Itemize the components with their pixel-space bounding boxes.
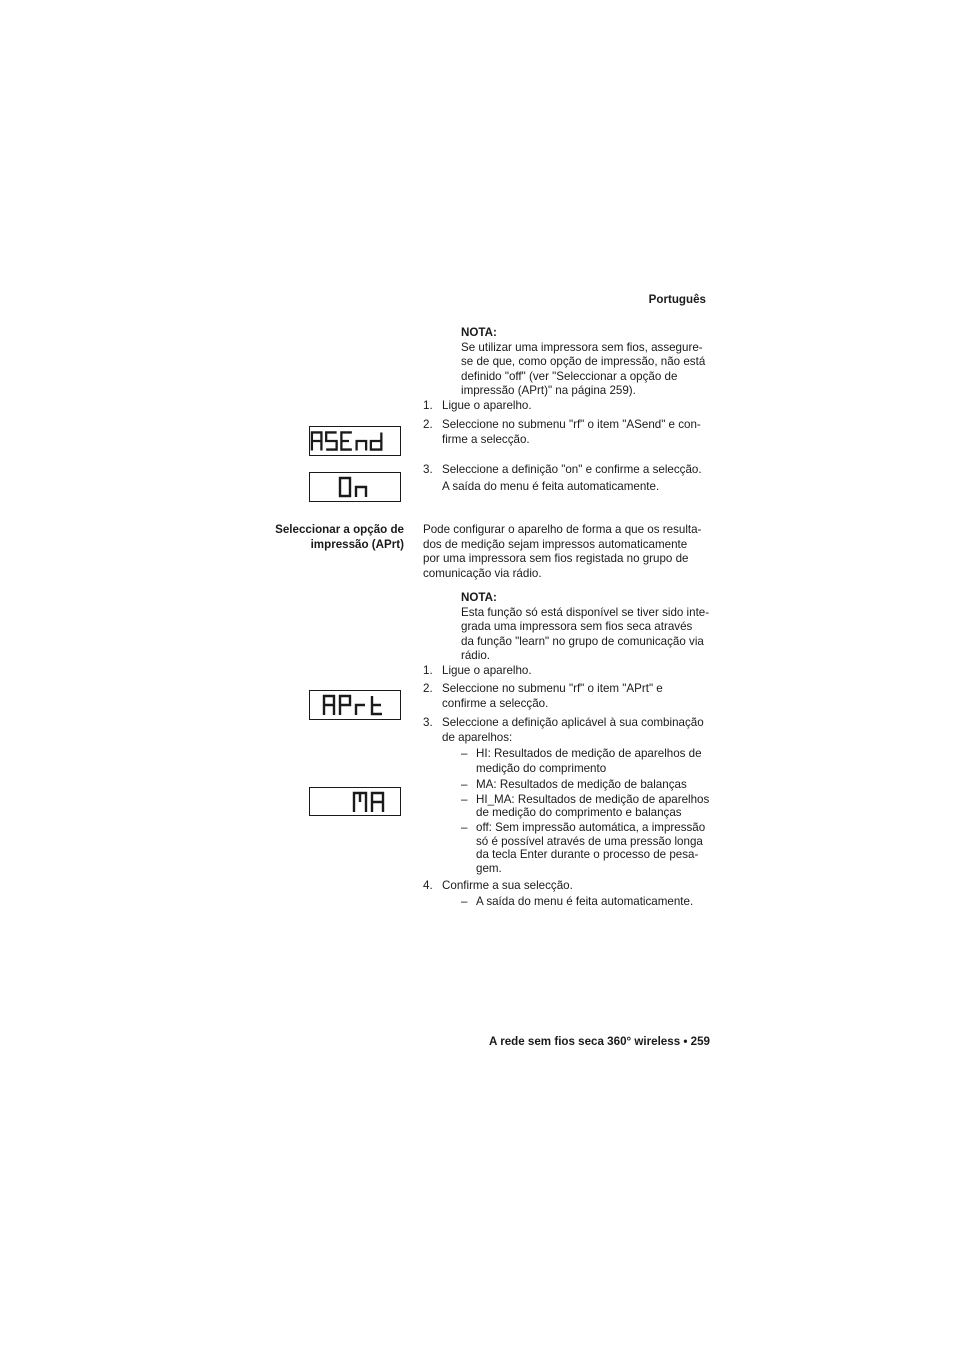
step-number: 2. — [423, 682, 433, 695]
note-line: da função "learn" no grupo de comunicação via — [461, 634, 704, 648]
step-number: 3. — [423, 716, 433, 729]
option-line: A saída do menu é feita automaticamente. — [476, 895, 694, 908]
note-title: NOTA: — [461, 591, 497, 604]
step-line: Seleccione no submenu "rf" o item "APrt" e — [442, 682, 663, 695]
note-line: Se utilizar uma impressora sem fios, assegure- — [461, 340, 703, 354]
page-language-label: Português — [648, 293, 706, 306]
display-aprt — [309, 690, 401, 720]
option-line: off: Sem impressão automática, a impressão — [476, 821, 706, 834]
section-heading — [204, 523, 404, 552]
step-line: A saída do menu é feita automaticamente. — [442, 479, 660, 493]
step-line: confirme a selecção. — [442, 696, 549, 710]
step-line: Seleccione a definição "on" e confirme a selecção. — [442, 463, 702, 476]
step-line: Ligue o aparelho. — [442, 399, 532, 412]
option-line: HI_MA: Resultados de medição de aparelhos — [476, 793, 710, 806]
note-line: rádio. — [461, 649, 491, 663]
step-number: 4. — [423, 879, 433, 892]
option-line: de medição do comprimento e balanças — [476, 806, 682, 819]
intro-line: comunicação via rádio. — [423, 566, 542, 580]
option-line: da tecla Enter durante o processo de pesa- — [476, 848, 699, 862]
step-line: Ligue o aparelho. — [442, 664, 532, 677]
lcd-on-icon — [338, 475, 378, 499]
intro-line: Pode configurar o aparelho de forma a que os resulta- — [423, 523, 702, 536]
display-asend — [309, 426, 401, 456]
heading-line: Seleccionar a opção de — [275, 523, 404, 536]
section-intro — [423, 523, 713, 581]
note-block-1 — [461, 326, 713, 399]
step-number: 2. — [423, 418, 433, 431]
lcd-ma-icon — [352, 790, 388, 814]
intro-line: por uma impressora sem fios registada no grupo de — [423, 552, 689, 566]
note-block-2 — [461, 591, 713, 664]
note-line: definido "off" (ver "Seleccionar a opção de — [461, 369, 678, 383]
note-line: impressão (APrt)" na página 259). — [461, 384, 636, 398]
option-line: medição do comprimento — [476, 761, 607, 775]
step-line: Seleccione a definição aplicável à sua combinação — [442, 716, 704, 729]
note-title: NOTA: — [461, 326, 497, 339]
lcd-aprt-icon — [322, 693, 388, 717]
step-line: firme a selecção. — [442, 432, 530, 446]
display-ma — [309, 787, 401, 816]
option-line: só é possível através de uma pressão longa — [476, 834, 703, 848]
step-number: 3. — [423, 463, 433, 476]
option-dash: – — [461, 895, 468, 908]
option-dash: – — [461, 778, 468, 791]
option-line: MA: Resultados de medição de balanças — [476, 778, 687, 791]
step-number: 1. — [423, 664, 433, 677]
step-line: de aparelhos: — [442, 730, 513, 744]
option-dash: – — [461, 747, 468, 760]
note-line: se de que, como opção de impressão, não está — [461, 355, 706, 369]
step-line: Seleccione no submenu "rf" o item "ASend" e con- — [442, 418, 701, 431]
step-number: 1. — [423, 399, 433, 412]
note-line: Esta função só está disponível se tiver sido inte- — [461, 605, 710, 619]
note-line: grada uma impressora sem fios seca através — [461, 620, 693, 634]
lcd-asend-icon — [310, 429, 388, 453]
option-line: HI: Resultados de medição de aparelhos de — [476, 747, 702, 760]
page-footer: A rede sem fios seca 360° wireless • 259 — [489, 1035, 710, 1048]
display-on — [309, 472, 401, 502]
heading-line: impressão (APrt) — [310, 537, 404, 551]
intro-line: dos de medição sejam impressos automaticamente — [423, 537, 688, 551]
step-line: Confirme a sua selecção. — [442, 879, 573, 892]
option-dash: – — [461, 821, 468, 834]
option-dash: – — [461, 793, 468, 806]
option-line: gem. — [476, 861, 502, 875]
